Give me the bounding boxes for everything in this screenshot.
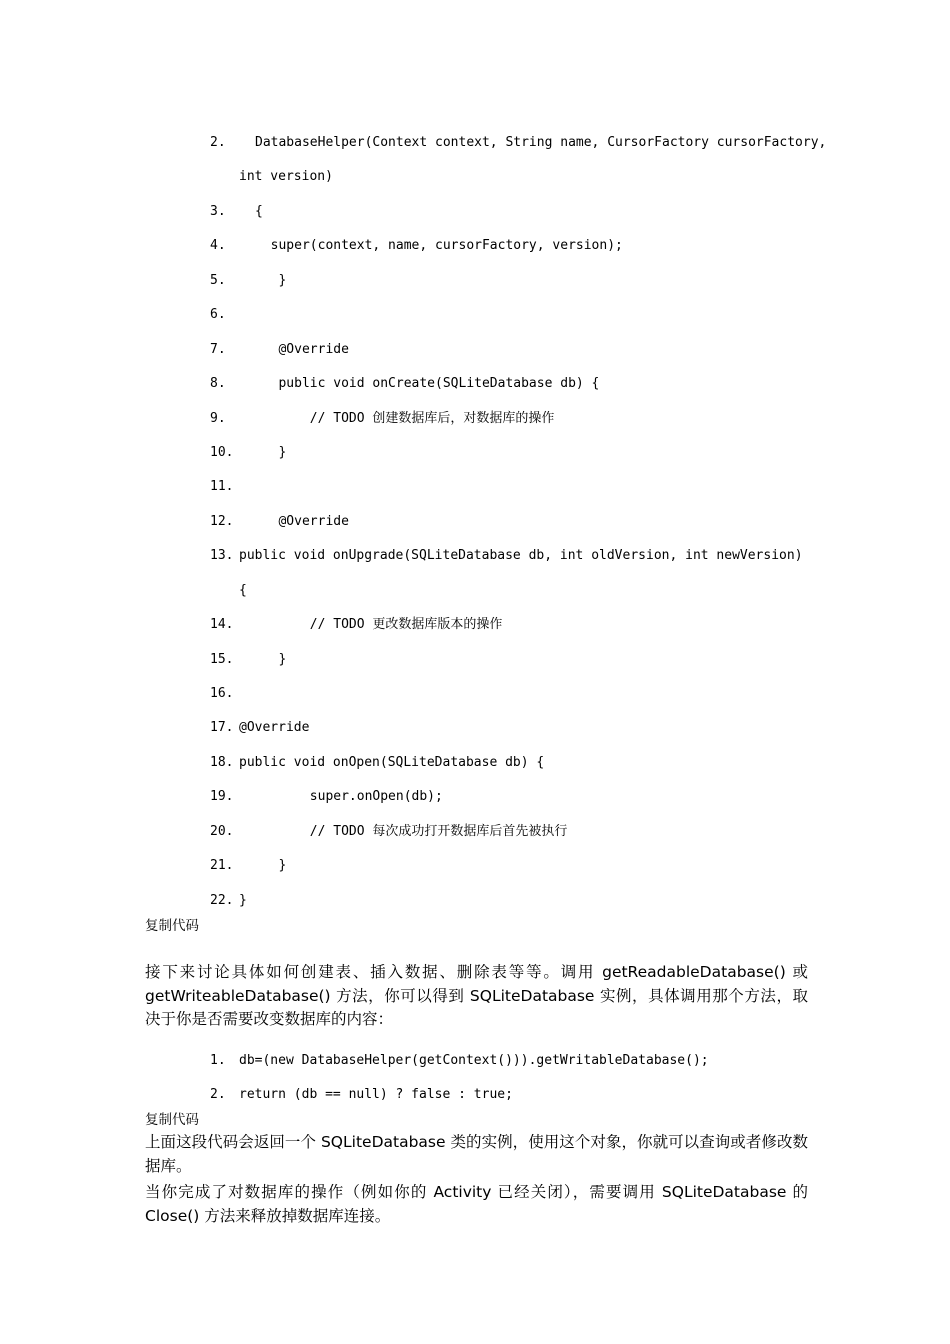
line-number: 10. bbox=[210, 444, 234, 460]
code-line bbox=[210, 444, 830, 478]
code-line bbox=[210, 341, 830, 375]
code-line bbox=[210, 1086, 830, 1120]
code-text: return (db == null) ? false : true; bbox=[239, 1087, 513, 1103]
code-text: { bbox=[255, 203, 263, 219]
code-line bbox=[210, 375, 830, 409]
line-number: 2. bbox=[210, 1087, 226, 1103]
line-number: 8. bbox=[210, 376, 226, 392]
code-line bbox=[210, 272, 830, 306]
code-line bbox=[210, 857, 830, 891]
code-text: db=(new DatabaseHelper(getContext())).getWritableDatabase(); bbox=[239, 1053, 709, 1068]
code-block-database-helper bbox=[210, 134, 830, 926]
line-number: 21. bbox=[210, 858, 234, 874]
code-text: } bbox=[255, 651, 287, 667]
code-text: int version) bbox=[239, 169, 333, 185]
code-line bbox=[210, 306, 830, 340]
line-number: 1. bbox=[210, 1053, 226, 1068]
code-text: public void onOpen(SQLiteDatabase db) { bbox=[239, 754, 545, 770]
code-line bbox=[210, 410, 830, 444]
code-text: @Override bbox=[239, 720, 310, 736]
line-number: 9. bbox=[210, 410, 226, 426]
code-line bbox=[210, 237, 830, 271]
code-text: // TODO 创建数据库后，对数据库的操作 bbox=[255, 410, 555, 426]
line-number: 2. bbox=[210, 135, 226, 150]
line-number: 18. bbox=[210, 754, 234, 770]
line-number: 6. bbox=[210, 307, 226, 323]
line-number: 4. bbox=[210, 238, 226, 254]
line-number: 5. bbox=[210, 272, 226, 288]
code-text: @Override bbox=[255, 513, 349, 529]
line-number: 13. bbox=[210, 548, 234, 564]
paragraph-close-connection: 当你完成了对数据库的操作（例如你的 Activity 已经关闭），需要调用 SQLiteDatabase 的 Close() 方法来释放掉数据库连接。 bbox=[145, 1183, 808, 1225]
code-text: super(context, name, cursorFactory, version); bbox=[255, 238, 623, 254]
code-line bbox=[210, 478, 830, 512]
line-number: 7. bbox=[210, 341, 226, 357]
line-number: 22. bbox=[210, 892, 234, 908]
code-line bbox=[210, 547, 830, 581]
code-text: } bbox=[255, 272, 287, 288]
code-text: public void onCreate(SQLiteDatabase db) { bbox=[255, 376, 600, 392]
code-text: // TODO 更改数据库版本的操作 bbox=[255, 617, 503, 633]
code-line bbox=[210, 168, 830, 202]
code-line bbox=[210, 616, 830, 650]
code-text: } bbox=[239, 892, 247, 908]
code-block-get-database bbox=[210, 1052, 830, 1121]
code-line bbox=[210, 651, 830, 685]
code-text: { bbox=[239, 582, 247, 598]
line-number: 20. bbox=[210, 823, 234, 839]
code-line bbox=[210, 823, 830, 857]
line-number: 16. bbox=[210, 686, 234, 701]
code-line bbox=[210, 788, 830, 822]
copy-code-link[interactable]: 复制代码 bbox=[145, 918, 199, 934]
line-number: 3. bbox=[210, 203, 226, 219]
code-text: } bbox=[255, 444, 287, 460]
line-number: 19. bbox=[210, 789, 234, 805]
line-number: 11. bbox=[210, 479, 234, 495]
code-line bbox=[210, 582, 830, 616]
paragraph-returns-instance: 上面这段代码会返回一个 SQLiteDatabase 类的实例，使用这个对象，你就可以查询或者修改数据库。 bbox=[145, 1133, 808, 1175]
paragraph-intro: 接下来讨论具体如何创建表、插入数据、删除表等等。调用 getReadableDatabase() 或 getWriteableDatabase() 方法，你可以得到 SQLiteDatabase 实例，具体调用那个方法，取决于你是否需要改变数据库的内容： bbox=[145, 963, 808, 1028]
code-text: public void onUpgrade(SQLiteDatabase db, int oldVersion, int newVersion) bbox=[239, 548, 803, 564]
code-line bbox=[210, 134, 830, 168]
code-text: // TODO 每次成功打开数据库后首先被执行 bbox=[255, 823, 568, 839]
code-line bbox=[210, 1052, 830, 1086]
code-line bbox=[210, 719, 830, 753]
code-text: } bbox=[255, 858, 287, 874]
code-line bbox=[210, 754, 830, 788]
code-line bbox=[210, 513, 830, 547]
copy-code-link[interactable]: 复制代码 bbox=[145, 1112, 199, 1128]
code-line bbox=[210, 203, 830, 237]
line-number: 17. bbox=[210, 720, 234, 736]
line-number: 12. bbox=[210, 513, 234, 529]
code-line bbox=[210, 685, 830, 719]
code-text: @Override bbox=[255, 341, 349, 357]
line-number: 15. bbox=[210, 651, 234, 667]
code-text: super.onOpen(db); bbox=[255, 789, 443, 805]
code-line bbox=[210, 892, 830, 926]
code-text: DatabaseHelper(Context context, String name, CursorFactory cursorFactory, bbox=[255, 135, 827, 150]
line-number: 14. bbox=[210, 617, 234, 633]
